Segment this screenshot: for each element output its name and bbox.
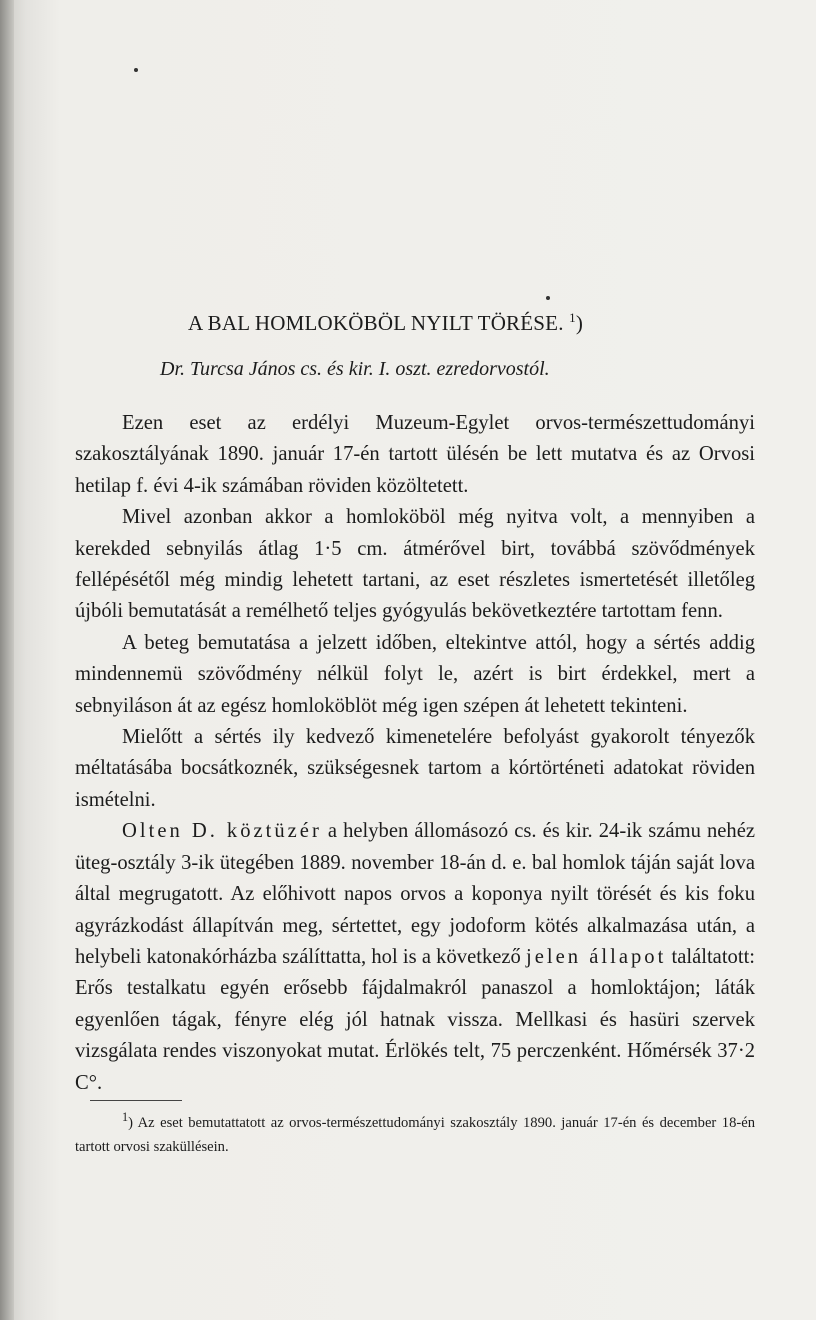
title-footnote-paren: ) [575, 311, 584, 335]
footnote [75, 1105, 755, 1159]
paragraph-1: Ezen eset az erdélyi Muzeum-Egylet orvos-természettudományi szakosztályának 1890. január 17-én tartott ülésén be lett mutatva és az Orvosi hetilap f. évi 4-ik számában röviden közöltetett. [75, 412, 755, 497]
paragraph-5-part-b: találtatott: Erős testalkatu egyén erősebb fájdalmakról panaszol a homloktájon; láták egyenlően tágak, fényre elég jól hatnak vissza. Mellkasi és hasüri szervek vizsgálata rendes viszonyokat mutat. Érlökés telt, 75 perczenként. Hőmérsék 37·2 C°. [75, 945, 756, 1094]
footnote-rule [90, 1100, 182, 1101]
footnote-text: ) Az eset bemutattatott az orvos-természettudományi szakosztály 1890. január 17-én és december 18-én tartott orvosi szaküllésein. [75, 1114, 755, 1155]
author-byline: Dr. Turcsa János cs. és kir. I. oszt. ezredorvostól. [160, 358, 550, 380]
speck-dot [134, 68, 138, 72]
emphasized-phrase: jelen állapot [526, 945, 667, 968]
article-title [188, 310, 748, 336]
paragraph-4: Mielőtt a sértés ily kedvező kimenetelére befolyást gyakorolt tényezők méltatásába bocsátkoznék, szükségesnek tartom a kórtörténeti adatokat röviden ismételni. [75, 726, 755, 811]
paragraph-2: Mivel azonban akkor a homloköböl még nyitva volt, a mennyiben a kerekded sebnyilás átlag 1·5 cm. átmérővel birt, továbbá szövődmények fellépésétől még mindig lehetett tartani, az eset részletes ismertetését illetőleg újbóli bemutatását a remélhető teljes gyógyulás bekövetkeztére tartottam fenn. [75, 506, 755, 623]
paragraph-3: A beteg bemutatása a jelzett időben, eltekintve attól, hogy a sértés addig mindennemü szövődmény nélkül folyt le, azért is birt érdekkel, mert a sebnyiláson át az egész homloköblöt még igen szépen át lehetett tekinteni. [75, 631, 755, 717]
paragraph-5 [75, 816, 755, 1099]
patient-name: Olten D. köztüzér [122, 820, 322, 843]
speck-dot [546, 296, 550, 300]
article-body [75, 408, 755, 1099]
footnote-mark: 1 [122, 1110, 129, 1124]
title-text: A BAL HOMLOKÖBÖL NYILT TÖRÉSE. [188, 311, 564, 335]
paragraph-5-part-a: a helyben állomásozó cs. és kir. 24-ik számu nehéz üteg-osztály 3-ik ütegében 1889. november 18-án d. e. bal homlok táján saját lova által megrugatott. Az előhivott napos orvos a koponya nyilt törését és kis foku agyrázkodást állapítván meg, sértettet, egy jodoform kötés alkalmazása után, a helybeli katonakórházba szálíttatta, hol is a következő [75, 820, 755, 968]
binding-shadow [0, 0, 14, 1320]
title-footnote-mark: 1 [569, 310, 576, 325]
